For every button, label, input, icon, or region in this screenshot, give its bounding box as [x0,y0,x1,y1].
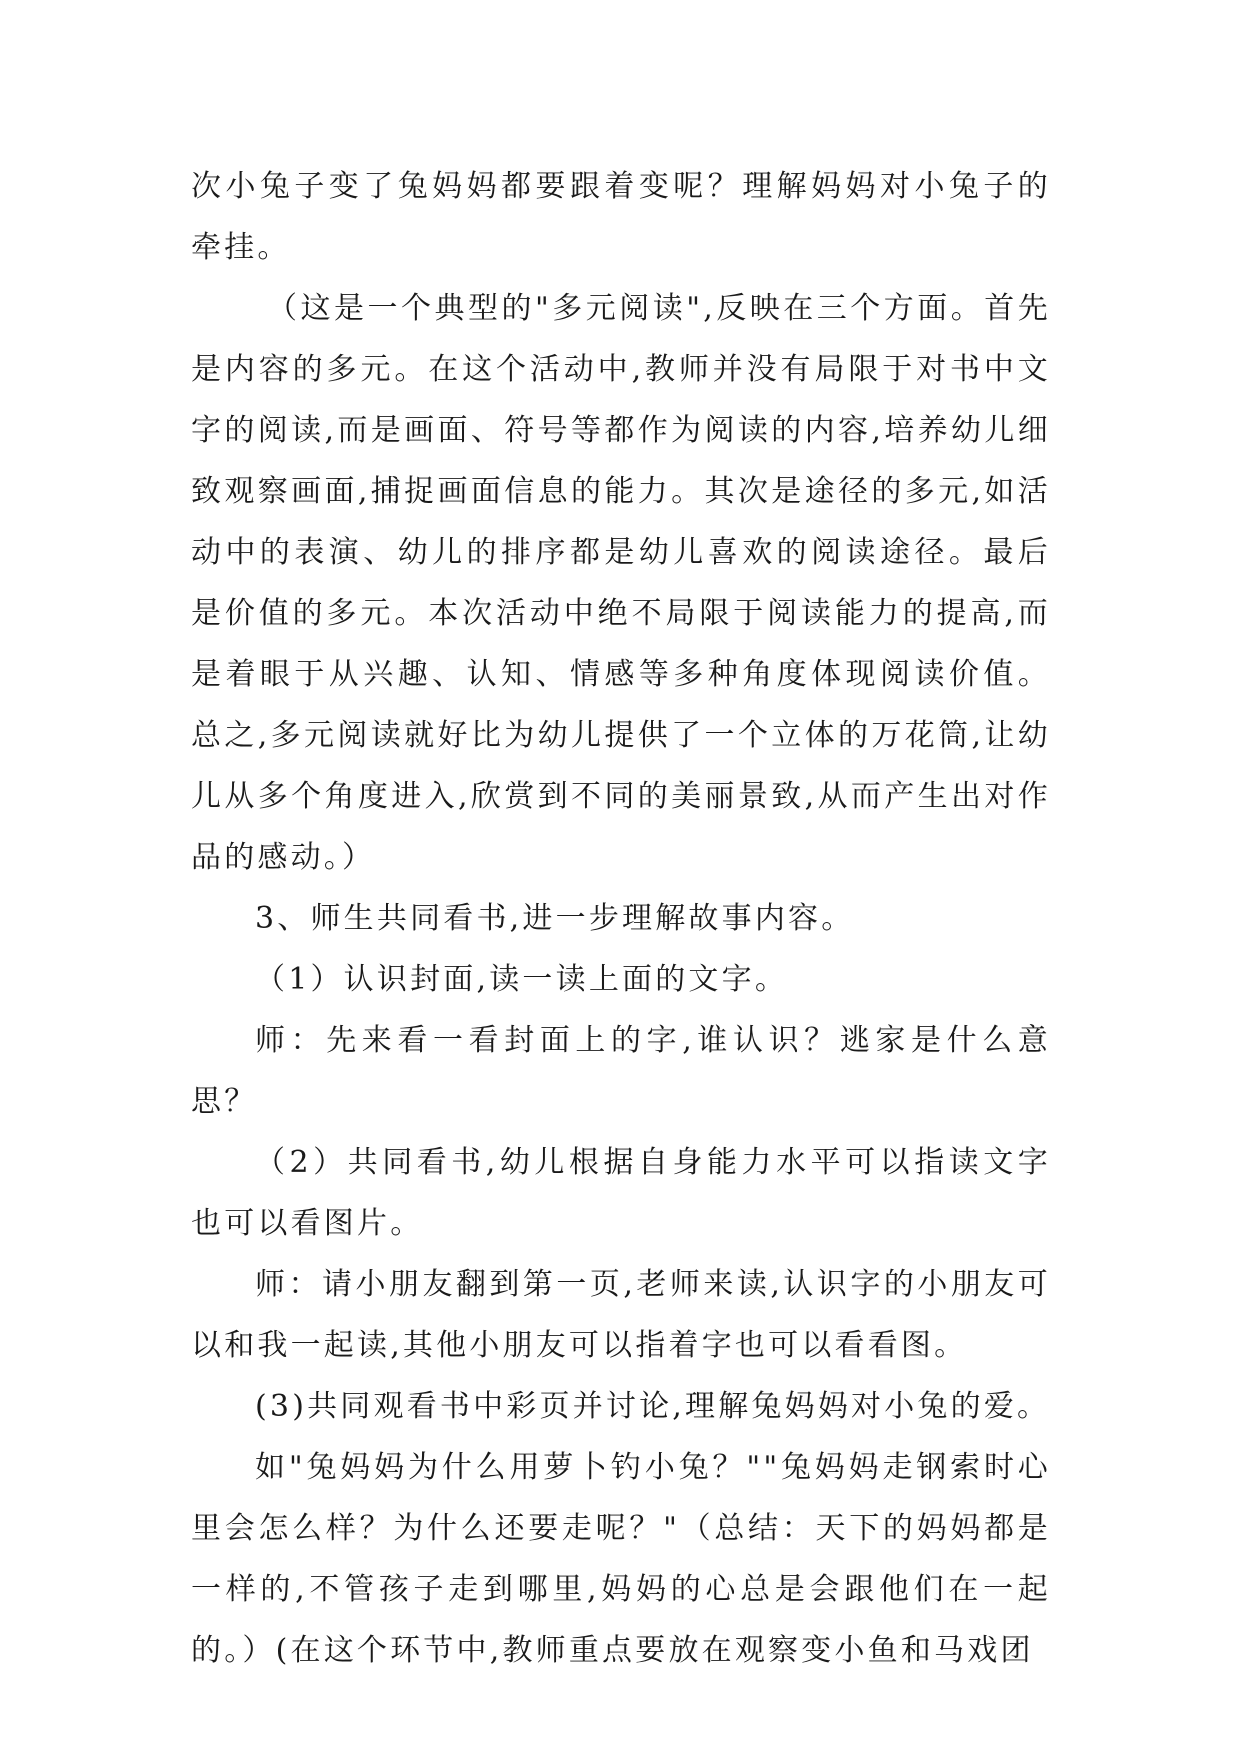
paragraph-teacher-line-2: 师：请小朋友翻到第一页,老师来读,认识字的小朋友可以和我一起读,其他小朋友可以指着字也可以看看图。 [191,1267,1051,1363]
paragraph-continuation: 次小兔子变了兔妈妈都要跟着变呢？理解妈妈对小兔子的牵挂。 [191,169,1051,265]
paragraph-substep-2: （2）共同看书,幼儿根据自身能力水平可以指读文字也可以看图片。 [191,1145,1051,1241]
paragraph-teacher-line-1: 师：先来看一看封面上的字,谁认识？逃家是什么意思？ [191,1023,1051,1119]
paragraph-commentary: （这是一个典型的"多元阅读",反映在三个方面。首先是内容的多元。在这个活动中,教师并没有局限于对书中文字的阅读,而是画面、符号等都作为阅读的内容,培养幼儿细致观察画面,捕捉画面信息的能力。其次是途径的多元,如活动中的表演、幼儿的排序都是幼儿喜欢的阅读途径。最后是价值的多元。本次活动中绝不局限于阅读能力的提高,而是着眼于从兴趣、认知、情感等多种角度体现阅读价值。总之,多元阅读就好比为幼儿提供了一个立体的万花筒,让幼儿从多个角度进入,欣赏到不同的美丽景致,从而产生出对作品的感动。） [191,291,1051,875]
paragraph-step-3: 3、师生共同看书,进一步理解故事内容。 [255,901,855,936]
body-text [191,156,1051,1681]
paragraph-example-questions: 如"兔妈妈为什么用萝卜钓小兔？""兔妈妈走钢索时心里会怎么样？为什么还要走呢？"（总结：天下的妈妈都是一样的,不管孩子走到哪里,妈妈的心总是会跟他们在一起的。）(在这个环节中,教师重点要放在观察变小鱼和马戏团 [191,1450,1051,1668]
paragraph-substep-1: （1）认识封面,读一读上面的文字。 [255,962,789,997]
paragraph-substep-3: (3)共同观看书中彩页并讨论,理解兔妈妈对小兔的爱。 [255,1389,1051,1424]
